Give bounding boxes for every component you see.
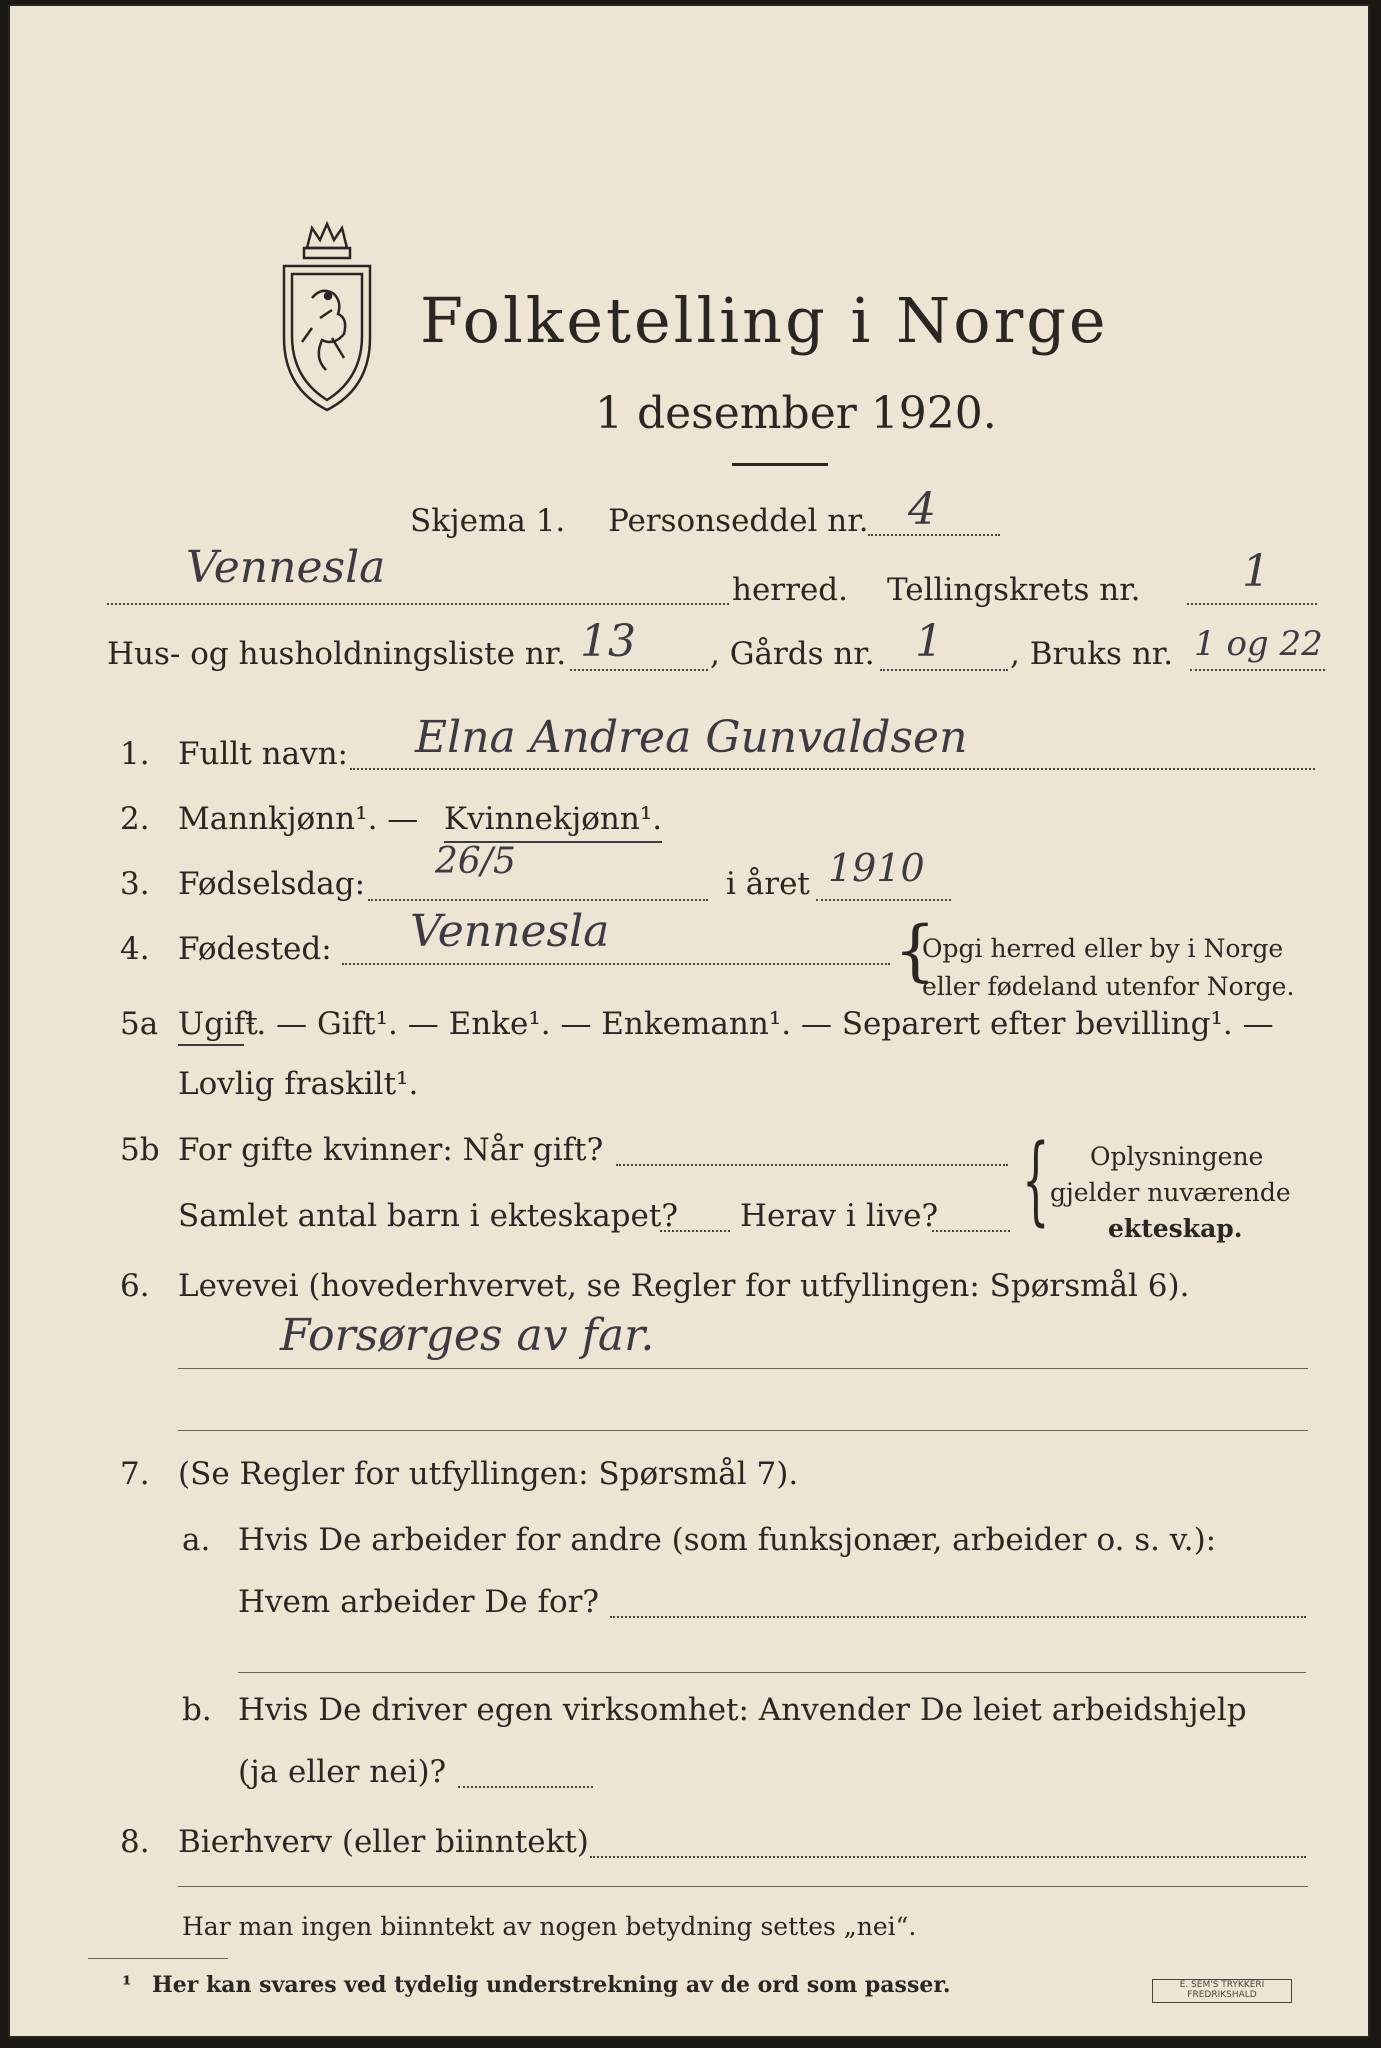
bruks-field-line bbox=[1190, 669, 1325, 671]
census-form-sheet bbox=[10, 6, 1368, 2036]
q4-note-brace: { bbox=[894, 912, 936, 989]
gards-field-line bbox=[880, 669, 1008, 671]
full-name-value[interactable]: Elna Andrea Gunvaldsen bbox=[415, 712, 968, 763]
gender-male-option[interactable]: Mannkjønn¹. — bbox=[178, 801, 419, 837]
q6-field-line-1 bbox=[178, 1368, 1308, 1369]
footnote-mark: ¹ bbox=[122, 1972, 132, 1998]
q7a-employer-field-line bbox=[610, 1616, 1306, 1618]
gards-label: , Gårds nr. bbox=[710, 636, 875, 672]
q7b-label: Hvis De driver egen virksomhet: Anvender De leiet arbeidshjelp bbox=[238, 1692, 1247, 1728]
q5b-note-line1: Oplysningene bbox=[1090, 1142, 1264, 1171]
printer-stamp: E. SEM'S TRYKKERI FREDRIKSHALD bbox=[1152, 1979, 1292, 2003]
marital-fraskilt-option[interactable]: Lovlig fraskilt¹. bbox=[178, 1066, 419, 1102]
q4-field-line bbox=[342, 963, 890, 965]
q3-label: Fødselsdag: bbox=[178, 866, 366, 902]
q1-number: 1. bbox=[120, 736, 150, 772]
form-title: Folketelling i Norge bbox=[420, 284, 1109, 357]
q8-field-line-2 bbox=[178, 1886, 1308, 1887]
q3-number: 3. bbox=[120, 866, 150, 902]
q7-label: (Se Regler for utfyllingen: Spørsmål 7). bbox=[178, 1456, 799, 1492]
q1-label: Fullt navn: bbox=[178, 736, 348, 772]
q4-note-line2: eller fødeland utenfor Norge. bbox=[922, 972, 1295, 1001]
q5a-number: 5a bbox=[120, 1006, 159, 1042]
footnote-rule bbox=[88, 1958, 228, 1959]
tellingskrets-value[interactable]: 1 bbox=[1242, 546, 1270, 597]
q5b-note-brace: { bbox=[1022, 1124, 1050, 1236]
q5b-label: For gifte kvinner: Når gift? bbox=[178, 1132, 604, 1168]
q7a-field-line-2 bbox=[238, 1672, 1306, 1673]
form-date: 1 desember 1920. bbox=[595, 388, 997, 439]
q7a-employer-label: Hvem arbeider De for? bbox=[238, 1584, 600, 1620]
q4-label: Fødested: bbox=[178, 931, 332, 967]
q4-number: 4. bbox=[120, 931, 150, 967]
gender-female-option[interactable]: Kvinnekjønn¹. bbox=[444, 801, 663, 837]
q6-number: 6. bbox=[120, 1268, 150, 1304]
q7b-jaornei-label: (ja eller nei)? bbox=[238, 1754, 447, 1790]
husliste-value[interactable]: 13 bbox=[580, 616, 636, 667]
occupation-value[interactable]: Forsørges av far. bbox=[280, 1310, 655, 1361]
q6-field-line-2 bbox=[178, 1430, 1308, 1431]
q8-number: 8. bbox=[120, 1824, 150, 1860]
marital-ugift-option[interactable]: Ugift bbox=[178, 1006, 258, 1042]
schema-label: Skjema 1. bbox=[410, 503, 566, 539]
q4-note-line1: Opgi herred eller by i Norge bbox=[922, 934, 1284, 963]
gards-value[interactable]: 1 bbox=[915, 616, 943, 667]
birth-year-value[interactable]: 1910 bbox=[828, 846, 925, 890]
husliste-field-line bbox=[570, 669, 708, 671]
marital-other-options[interactable]: ¹. — Gift¹. — Enke¹. — Enkemann¹. — Separert efter bevilling¹. — bbox=[244, 1006, 1274, 1042]
q7b-field-line bbox=[458, 1786, 593, 1788]
q5b-married-field-line bbox=[616, 1164, 1008, 1166]
q3-year-label: i året bbox=[726, 866, 810, 902]
q7-number: 7. bbox=[120, 1456, 150, 1492]
herred-label: herred. bbox=[732, 572, 848, 608]
herred-field-line bbox=[107, 603, 729, 605]
q3-field-line bbox=[368, 899, 708, 901]
personseddel-value[interactable]: 4 bbox=[908, 484, 936, 535]
marital-ugift-underline bbox=[178, 1044, 244, 1046]
q3-year-field-line bbox=[816, 899, 951, 901]
q5b-alive-label: Herav i live? bbox=[740, 1198, 939, 1234]
q1-field-line bbox=[350, 768, 1315, 770]
norwegian-lion-crest-icon bbox=[272, 218, 382, 418]
q8-field-line bbox=[590, 1856, 1306, 1858]
q5b-children-label: Samlet antal barn i ekteskapet? bbox=[178, 1198, 678, 1234]
footnote-text: Her kan svares ved tydelig understrekning av de ord som passer. bbox=[152, 1972, 951, 1998]
husliste-label: Hus- og husholdningsliste nr. bbox=[107, 636, 567, 672]
bruks-value[interactable]: 1 og 22 bbox=[1194, 624, 1323, 664]
tellingskrets-label: Tellingskrets nr. bbox=[887, 572, 1141, 608]
q5b-note-line2: gjelder nuværende bbox=[1050, 1178, 1291, 1207]
q7a-label: Hvis De arbeider for andre (som funksjonær, arbeider o. s. v.): bbox=[238, 1522, 1217, 1558]
q8-note: Har man ingen biinntekt av nogen betydning settes „nei“. bbox=[182, 1912, 917, 1941]
tellingskrets-field-line bbox=[1187, 603, 1317, 605]
title-divider bbox=[732, 463, 828, 466]
birthplace-value[interactable]: Vennesla bbox=[410, 906, 610, 957]
personseddel-label: Personseddel nr. bbox=[608, 503, 869, 539]
q7b-letter: b. bbox=[182, 1692, 212, 1728]
birthday-value[interactable]: 26/5 bbox=[435, 841, 516, 882]
q5b-alive-field-line bbox=[932, 1230, 1010, 1232]
q8-label: Bierhverv (eller biinntekt) bbox=[178, 1824, 589, 1860]
q2-number: 2. bbox=[120, 801, 150, 837]
q6-label: Levevei (hovederhvervet, se Regler for utfyllingen: Spørsmål 6). bbox=[178, 1268, 1190, 1304]
bruks-label: , Bruks nr. bbox=[1010, 636, 1174, 672]
herred-value[interactable]: Vennesla bbox=[186, 542, 386, 593]
q5b-note-line3: ekteskap. bbox=[1108, 1214, 1243, 1243]
q5b-children-field-line bbox=[660, 1230, 730, 1232]
q7a-letter: a. bbox=[182, 1522, 211, 1558]
q5b-number: 5b bbox=[120, 1132, 160, 1168]
